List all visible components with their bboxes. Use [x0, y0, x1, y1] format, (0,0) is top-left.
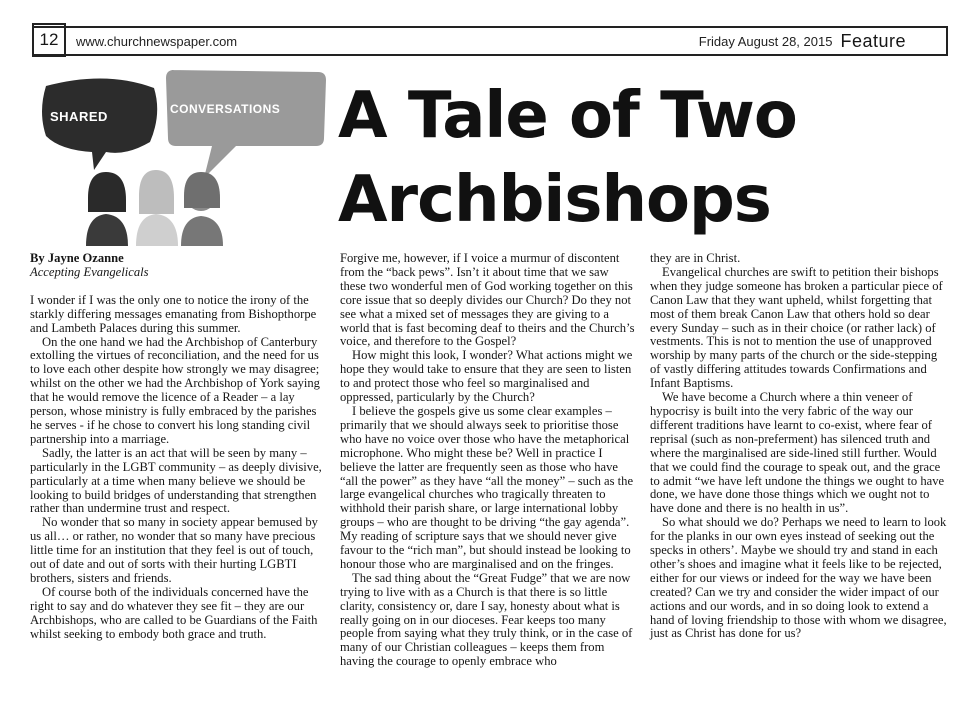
article-column-1 — [30, 252, 326, 641]
paragraph: The sad thing about the “Great Fudge” that we are now trying to live with as a Church is that there is so little clarity, consistency or, dare I say, honesty about what is really going on in our dioceses. Fear keeps too many people from saying what they truly think, or in the case of many of our Christian colleagues – keeps them from having the courage to openly embrace who — [340, 570, 633, 669]
logo-word-shared: SHARED — [50, 109, 108, 124]
article-headline — [338, 74, 898, 242]
website-url: www.churchnewspaper.com — [76, 33, 238, 49]
paragraph: Evangelical churches are swift to petition their bishops when they judge someone has broken a particular piece of Canon Law that they want upheld, whilst forgetting that most of them break Canon Law that others hold so dear every Sunday – such as in their choice (or rather lack) of vestments. This is not to mention the use of unapproved worship by many parts of the church or the side-stepping of vastly differing attitudes towards Confirmations and Infant Baptisms. — [650, 264, 943, 391]
logo-word-conversations: CONVERSATIONS — [170, 102, 281, 116]
paragraph: So what should we do? Perhaps we need to learn to look for the planks in our own eyes instead of seeking out the specks in others’. Maybe we should try and stand in each other’s shoes and imagine what it feels like to be rejected, either for our views or indeed for the way we have been created? Can we try and consider the wider impact of our actions and our words, and in so doing look to extend a hand of loving friendship to those with whom we disagree, just as Christ has done for us? — [650, 515, 947, 641]
headline-line-1: A Tale of Two — [338, 79, 797, 153]
shared-conversations-logo — [36, 66, 326, 246]
issue-date: Friday August 28, 2015 — [698, 33, 833, 49]
paragraph: they are in Christ. — [650, 251, 741, 265]
headline-line-2: Archbishops — [338, 163, 771, 237]
people-illustration — [86, 170, 223, 246]
section-label: Feature — [840, 30, 906, 51]
author-affiliation: Accepting Evangelicals — [30, 264, 149, 279]
article-column-3 — [650, 252, 950, 641]
page-header — [32, 26, 948, 56]
paragraph: How might this look, I wonder? What actions might we hope they would take to ensure that they are seen to listen to and protect those who feel so marginalised and oppressed, particularly by the Church? — [340, 348, 633, 405]
author-byline: By Jayne Ozanne — [30, 251, 124, 265]
paragraph: On the one hand we had the Archbishop of Canterbury extolling the virtues of reconciliation, and the need for us to love each other despite how strongly we may disagree; whilst on the other we had the Archbishop of York saying that he would remove the licence of a Reader – a lay person, whose ministry is fully embraced by the parishes he serves - if he chose to convert his long standing civil partnership into a marriage. — [30, 334, 320, 446]
paragraph: Sadly, the latter is an act that will be seen by many – particularly in the LGBT community – as deeply divisive, particularly at a time when many believe we should be looking to build bridges of understanding that strengthen rather than undermine trust and respect. — [30, 445, 322, 516]
paragraph: I wonder if I was the only one to notice the irony of the starkly differing messages emanating from Bishopthorpe and Lambeth Palaces during this summer. — [30, 292, 317, 335]
paragraph: No wonder that so many in society appear bemused by us all… or rather, no wonder that so many have precious little time for an institution that they feel is out of touch, out of date and out of sorts with their hurting LGBTI brothers, sisters and friends. — [30, 515, 318, 585]
paragraph: Forgive me, however, if I voice a murmur of discontent from the “back pews”. Isn’t it about time that we saw these two wonderful men of God working together on this core issue that so deeply divides our Church? Do they not see what a mixed set of messages they are giving to a world that is fast becoming deaf to theirs and the Church’s voice, and therefore to the Gospel? — [340, 251, 635, 349]
paragraph: Of course both of the individuals concerned have the right to say and do whatever they see fit – they are our Archbishops, who are called to be Guardians of the Faith whilst seeking to embody both grace and truth. — [30, 584, 318, 641]
paragraph: We have become a Church where a thin veneer of hypocrisy is built into the very fabric of the way our different traditions have learnt to co-exist, where fear of reprisal (such as non-preferment) has silenced truth and where the marginalised are side-lined still further. Would that we could find the courage to speak out, and the grace to admit “we have left undone the things we ought to have done, we have done those things which we ought not to have done and there is no health in us”. — [650, 390, 945, 516]
paragraph: I believe the gospels give us some clear examples – primarily that we should always seek to prioritise those who have no voice over those who have the metaphorical microphone. Who might these be? Well in practice I believe the latter are frequently seen as those who have “all the power” as they have “all the money” – such as the large evangelical churches who tragically threaten to withhold their parish share, or large international lobby groups – who are thought to be driving “the gay agenda”. My reading of scripture says that we should never give favour to the “rich man”, but should instead be looking to honour those who are marginalised and on the fringes. — [340, 403, 634, 571]
page-number: 12 — [32, 23, 66, 57]
article-column-2 — [340, 252, 636, 669]
